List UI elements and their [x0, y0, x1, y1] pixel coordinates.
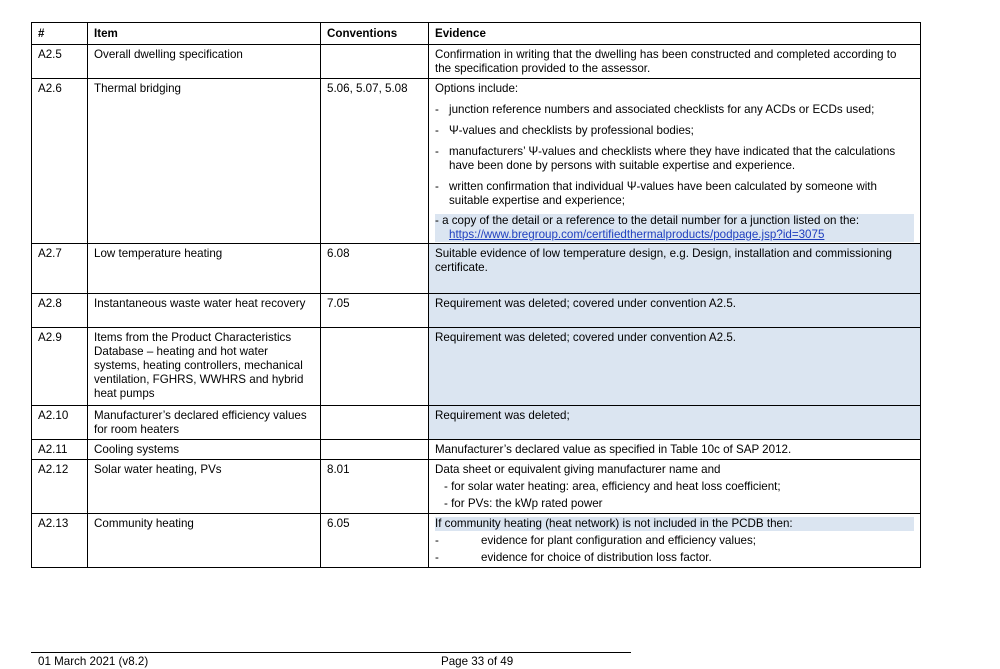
table-row	[32, 294, 921, 328]
row-id: A2.12	[32, 460, 88, 514]
evidence-text: Data sheet or equivalent giving manufacturer name and	[435, 463, 721, 476]
row-evidence	[429, 79, 921, 244]
row-item: Cooling systems	[88, 440, 321, 460]
row-evidence: Confirmation in writing that the dwelling has been constructed and completed according to the specification provided to the assessor.	[429, 45, 921, 79]
table-header-row	[32, 23, 921, 45]
row-evidence: Manufacturer’s declared value as specified in Table 10c of SAP 2012.	[429, 440, 921, 460]
row-conventions	[321, 440, 429, 460]
evidence-text: If community heating (heat network) is not included in the PCDB then:	[435, 517, 914, 531]
row-item: Low temperature heating	[88, 244, 321, 294]
table-row	[32, 328, 921, 406]
row-conventions: 8.01	[321, 460, 429, 514]
footer-date: 01 March 2021 (v8.2)	[38, 655, 149, 668]
bregroup-link[interactable]: https://www.bregroup.com/certifiedthermalproducts/podpage.jsp?id=3075	[449, 228, 825, 241]
table-row	[32, 514, 921, 568]
row-conventions	[321, 45, 429, 79]
table-row	[32, 406, 921, 440]
row-evidence: Requirement was deleted; covered under convention A2.5.	[429, 328, 921, 406]
table-row	[32, 440, 921, 460]
evidence-subitem: - evidence for choice of distribution loss factor.	[435, 551, 712, 564]
options-intro: Options include:	[435, 82, 519, 95]
row-conventions	[321, 406, 429, 440]
row-id: A2.8	[32, 294, 88, 328]
highlighted-option	[435, 214, 914, 242]
row-item: Instantaneous waste water heat recovery	[88, 294, 321, 328]
option-item: - written confirmation that individual Ψ-values have been calculated by someone with suitable expertise and experience;	[435, 180, 877, 207]
row-evidence	[429, 514, 921, 568]
header-evidence: Evidence	[429, 23, 921, 45]
page-number: Page 33 of 49	[441, 655, 514, 668]
evidence-subitem: - for PVs: the kWp rated power	[444, 497, 603, 510]
row-id: A2.7	[32, 244, 88, 294]
row-conventions: 6.08	[321, 244, 429, 294]
row-conventions: 6.05	[321, 514, 429, 568]
row-item: Thermal bridging	[88, 79, 321, 244]
row-id: A2.6	[32, 79, 88, 244]
row-id: A2.9	[32, 328, 88, 406]
row-item: Manufacturer’s declared efficiency values for room heaters	[88, 406, 321, 440]
table-row	[32, 460, 921, 514]
conventions-table	[31, 22, 921, 568]
row-id: A2.10	[32, 406, 88, 440]
row-conventions: 7.05	[321, 294, 429, 328]
row-evidence	[429, 460, 921, 514]
evidence-subitem: - evidence for plant configuration and efficiency values;	[435, 534, 756, 547]
header-item: Item	[88, 23, 321, 45]
table-row	[32, 244, 921, 294]
option-item: - manufacturers’ Ψ-values and checklists where they have indicated that the calculations have been done by persons with suitable expertise and experience.	[435, 145, 896, 172]
option-item: - Ψ-values and checklists by professional bodies;	[435, 124, 694, 137]
row-conventions	[321, 328, 429, 406]
row-id: A2.11	[32, 440, 88, 460]
table-row	[32, 79, 921, 244]
table-row	[32, 45, 921, 79]
row-item: Overall dwelling specification	[88, 45, 321, 79]
header-number: #	[32, 23, 88, 45]
header-conventions: Conventions	[321, 23, 429, 45]
option-item: - junction reference numbers and associated checklists for any ACDs or ECDs used;	[435, 103, 875, 116]
row-conventions: 5.06, 5.07, 5.08	[321, 79, 429, 244]
row-id: A2.5	[32, 45, 88, 79]
row-evidence: Requirement was deleted; covered under convention A2.5.	[429, 294, 921, 328]
last-option-text: - a copy of the detail or a reference to the detail number for a junction listed on the:	[435, 214, 860, 227]
row-evidence: Requirement was deleted;	[429, 406, 921, 440]
row-evidence: Suitable evidence of low temperature design, e.g. Design, installation and commissioning certificate.	[429, 244, 921, 294]
row-item: Community heating	[88, 514, 321, 568]
evidence-subitem: - for solar water heating: area, efficiency and heat loss coefficient;	[444, 480, 781, 493]
row-id: A2.13	[32, 514, 88, 568]
row-item: Items from the Product Characteristics Database – heating and hot water systems, heating controllers, mechanical ventilation, FGHRS, WWHRS and hybrid heat pumps	[88, 328, 321, 406]
row-item: Solar water heating, PVs	[88, 460, 321, 514]
footer-divider	[31, 652, 631, 653]
